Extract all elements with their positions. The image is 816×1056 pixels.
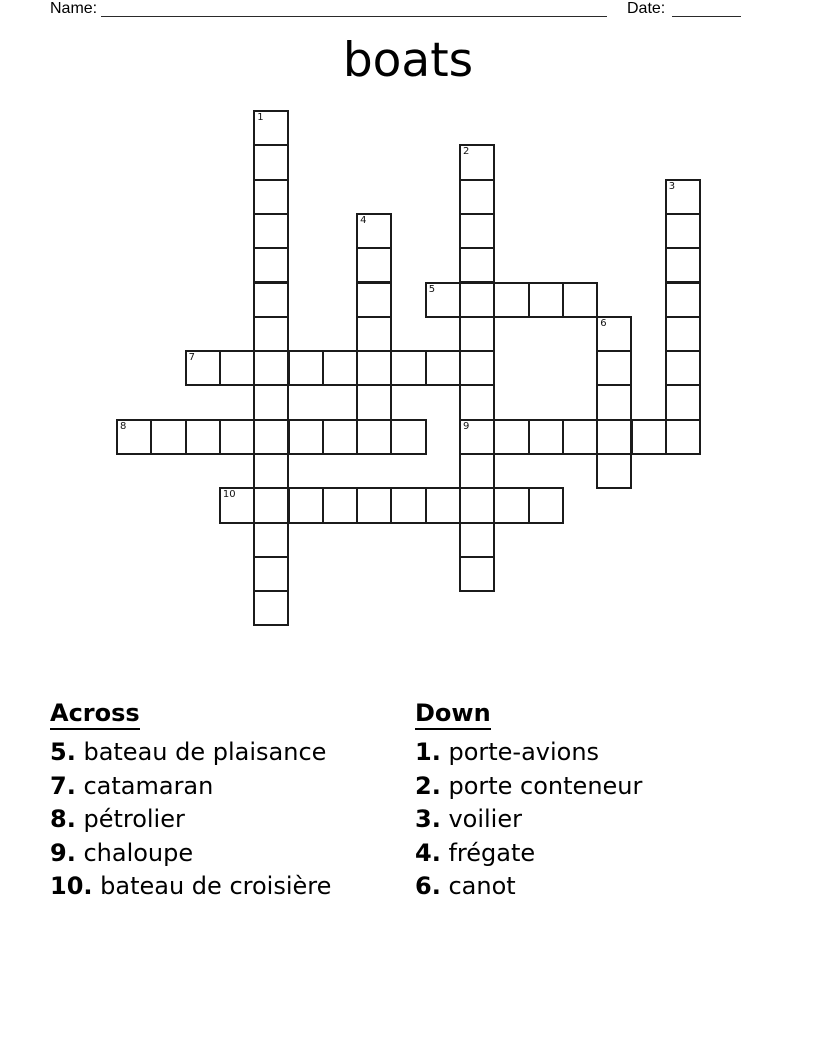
- clues-down-heading: Down: [415, 699, 491, 730]
- grid-cell[interactable]: [665, 316, 701, 352]
- grid-cell[interactable]: [390, 487, 426, 523]
- grid-cell[interactable]: [528, 419, 564, 455]
- grid-cell[interactable]: [356, 487, 392, 523]
- grid-cell[interactable]: [253, 453, 289, 489]
- clue-text: catamaran: [75, 771, 214, 800]
- grid-cell[interactable]: [253, 419, 289, 455]
- grid-cell[interactable]: [665, 384, 701, 420]
- grid-cell[interactable]: [185, 350, 221, 386]
- date-fill-line: [672, 1, 741, 17]
- clue-item: [415, 770, 642, 804]
- grid-cell[interactable]: [356, 316, 392, 352]
- grid-cell[interactable]: [459, 213, 495, 249]
- grid-cell[interactable]: [459, 179, 495, 215]
- grid-cell[interactable]: [665, 247, 701, 283]
- clue-item: [415, 803, 642, 837]
- grid-cell[interactable]: [596, 384, 632, 420]
- grid-cell[interactable]: [219, 419, 255, 455]
- grid-cell[interactable]: [288, 487, 324, 523]
- grid-cell[interactable]: [253, 350, 289, 386]
- clue-number: 9.: [50, 838, 76, 867]
- clue-item: [415, 870, 642, 904]
- grid-cell[interactable]: [459, 556, 495, 592]
- clue-text: frégate: [440, 838, 536, 867]
- grid-cell[interactable]: [459, 282, 495, 318]
- grid-cell[interactable]: [528, 282, 564, 318]
- grid-cell[interactable]: [459, 316, 495, 352]
- grid-cell[interactable]: [493, 282, 529, 318]
- crossword-grid: [116, 110, 702, 626]
- grid-cell[interactable]: [665, 213, 701, 249]
- clue-text: porte conteneur: [440, 771, 643, 800]
- grid-cell[interactable]: [596, 453, 632, 489]
- cell-number: 6: [600, 317, 607, 329]
- grid-cell[interactable]: [356, 247, 392, 283]
- clue-item: [50, 837, 331, 871]
- grid-cell[interactable]: [425, 282, 461, 318]
- grid-cell[interactable]: [665, 179, 701, 215]
- clue-item: [50, 870, 331, 904]
- clue-item: [415, 837, 642, 871]
- grid-cell[interactable]: [150, 419, 186, 455]
- clue-number: 5.: [50, 738, 76, 766]
- cell-number: 2: [463, 146, 470, 158]
- grid-cell[interactable]: [253, 487, 289, 523]
- grid-cell[interactable]: [631, 419, 667, 455]
- grid-cell[interactable]: [322, 487, 358, 523]
- grid-cell[interactable]: [356, 282, 392, 318]
- grid-cell[interactable]: [459, 384, 495, 420]
- grid-cell[interactable]: [528, 487, 564, 523]
- grid-cell[interactable]: [459, 487, 495, 523]
- clue-number: 2.: [415, 771, 441, 800]
- clue-number: 10.: [50, 872, 93, 900]
- clue-text: bateau de croisière: [92, 872, 332, 900]
- clue-item: [415, 736, 642, 770]
- grid-cell[interactable]: [425, 350, 461, 386]
- grid-cell[interactable]: [253, 247, 289, 283]
- grid-cell[interactable]: [356, 384, 392, 420]
- clue-number: 1.: [415, 738, 441, 766]
- grid-cell[interactable]: [253, 179, 289, 215]
- clue-text: porte-avions: [440, 738, 600, 766]
- clue-text: bateau de plaisance: [75, 738, 327, 766]
- clues-across-heading: Across: [50, 699, 140, 730]
- cell-number: 3: [668, 180, 676, 192]
- clue-item: [50, 803, 331, 837]
- grid-cell[interactable]: [253, 316, 289, 352]
- grid-cell[interactable]: [459, 247, 495, 283]
- cell-number: 8: [120, 420, 127, 432]
- grid-cell[interactable]: [425, 487, 461, 523]
- grid-cell[interactable]: [459, 522, 495, 558]
- grid-cell[interactable]: [665, 350, 701, 386]
- cell-number: 1: [257, 112, 264, 123]
- grid-cell[interactable]: [665, 282, 701, 318]
- grid-cell[interactable]: [459, 453, 495, 489]
- name-label: Name:: [50, 0, 98, 17]
- grid-cell[interactable]: [356, 350, 392, 386]
- clue-item: [50, 736, 331, 770]
- grid-cell[interactable]: [665, 419, 701, 455]
- clue-number: 3.: [415, 805, 441, 833]
- grid-cell[interactable]: [185, 419, 221, 455]
- clue-text: chaloupe: [75, 838, 194, 867]
- clue-number: 4.: [415, 838, 441, 867]
- grid-cell[interactable]: [459, 144, 495, 180]
- grid-cell[interactable]: [253, 556, 289, 592]
- grid-cell[interactable]: [253, 282, 289, 318]
- grid-cell[interactable]: [562, 419, 598, 455]
- grid-cell[interactable]: [253, 213, 289, 249]
- cell-number: 9: [463, 420, 470, 432]
- grid-cell[interactable]: [288, 350, 324, 386]
- grid-cell[interactable]: [596, 316, 632, 352]
- grid-cell[interactable]: [562, 282, 598, 318]
- grid-cell[interactable]: [459, 419, 495, 455]
- grid-cell[interactable]: [288, 419, 324, 455]
- grid-cell[interactable]: [493, 487, 529, 523]
- clue-text: voilier: [440, 805, 522, 833]
- grid-cell[interactable]: [322, 350, 358, 386]
- date-label: Date:: [627, 0, 666, 17]
- grid-cell[interactable]: [253, 522, 289, 558]
- clue-number: 7.: [50, 771, 76, 800]
- grid-cell[interactable]: [253, 590, 289, 626]
- clue-item: [50, 770, 331, 804]
- grid-cell[interactable]: [596, 419, 632, 455]
- grid-cell[interactable]: [390, 419, 426, 455]
- clue-text: pétrolier: [75, 805, 185, 833]
- grid-cell[interactable]: [596, 350, 632, 386]
- clues-down-items: [415, 736, 642, 904]
- cell-number: 4: [360, 214, 367, 226]
- grid-cell[interactable]: [116, 419, 152, 455]
- clues-across: [50, 699, 331, 904]
- grid-cell[interactable]: [459, 350, 495, 386]
- grid-cell[interactable]: [356, 419, 392, 455]
- clue-text: canot: [440, 872, 516, 900]
- grid-cell[interactable]: [253, 144, 289, 180]
- page-title: boats: [342, 33, 474, 88]
- clues-across-items: [50, 736, 331, 904]
- grid-cell[interactable]: [356, 213, 392, 249]
- clue-number: 8.: [50, 805, 76, 833]
- grid-cell[interactable]: [219, 487, 255, 523]
- grid-cell[interactable]: [219, 350, 255, 386]
- name-fill-line: [101, 1, 607, 17]
- grid-cell[interactable]: [390, 350, 426, 386]
- grid-cell[interactable]: [253, 384, 289, 420]
- grid-cell[interactable]: [253, 110, 289, 146]
- clue-number: 6.: [415, 872, 441, 900]
- clues-down: [415, 699, 642, 904]
- cell-number: 7: [188, 352, 195, 364]
- grid-cell[interactable]: [322, 419, 358, 455]
- grid-cell[interactable]: [493, 419, 529, 455]
- cell-number: 10: [222, 489, 236, 501]
- cell-number: 5: [428, 283, 436, 295]
